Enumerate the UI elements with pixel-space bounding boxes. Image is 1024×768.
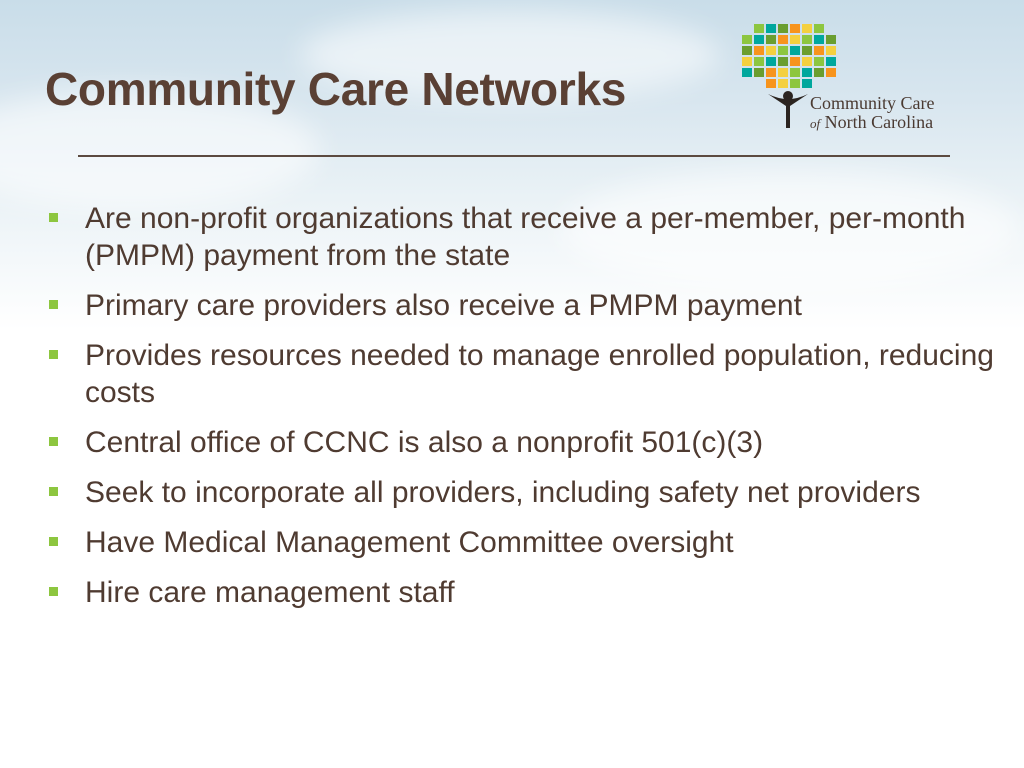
- bullet-text: Seek to incorporate all providers, including safety net providers: [85, 476, 921, 509]
- logo-tile: [778, 57, 788, 66]
- logo-line-2-of: of: [810, 116, 821, 131]
- logo-tile: [790, 79, 800, 88]
- logo-tile: [766, 57, 776, 66]
- logo-tile: [766, 35, 776, 44]
- square-bullet-icon: [49, 587, 58, 596]
- logo-tile: [790, 57, 800, 66]
- bullet-item: [46, 200, 996, 274]
- logo-tile: [754, 57, 764, 66]
- slide-title: Community Care Networks: [45, 63, 627, 115]
- square-bullet-icon: [49, 350, 58, 359]
- logo-tile: [754, 46, 764, 55]
- logo-tile: [778, 68, 788, 77]
- logo-tile: [826, 57, 836, 66]
- logo-tile: [814, 57, 824, 66]
- logo-tile: [802, 24, 812, 33]
- bullet-item: [46, 574, 996, 611]
- logo-tile: [754, 35, 764, 44]
- logo-wordmark: [810, 94, 935, 133]
- logo-tile: [742, 57, 752, 66]
- logo-tile: [790, 68, 800, 77]
- logo-tile: [814, 68, 824, 77]
- logo-tile: [766, 46, 776, 55]
- square-bullet-icon: [49, 537, 58, 546]
- logo-tile: [742, 35, 752, 44]
- square-bullet-icon: [49, 487, 58, 496]
- bullet-text: Are non-profit organizations that receive a per-member, per-month (PMPM) payment from the state: [85, 202, 966, 272]
- logo-tile: [802, 46, 812, 55]
- logo-tile: [790, 35, 800, 44]
- logo-tile: [814, 46, 824, 55]
- logo-tile: [802, 35, 812, 44]
- logo-line-2: [810, 113, 935, 133]
- logo-tile: [754, 68, 764, 77]
- logo-tile: [778, 35, 788, 44]
- title-divider: [78, 155, 950, 157]
- bullet-item: [46, 524, 996, 561]
- logo-tile: [742, 68, 752, 77]
- logo-tile: [778, 24, 788, 33]
- logo-line-1: Community Care: [810, 93, 935, 113]
- square-bullet-icon: [49, 213, 58, 222]
- logo-line-2-rest: North Carolina: [824, 112, 934, 132]
- square-bullet-icon: [49, 437, 58, 446]
- bullet-item: [46, 287, 996, 324]
- logo-tile: [826, 35, 836, 44]
- bullet-text: Central office of CCNC is also a nonprofit 501(c)(3): [85, 426, 764, 459]
- bullet-item: [46, 474, 996, 511]
- bullet-item: [46, 337, 996, 411]
- ccnc-logo: [728, 16, 958, 136]
- logo-tile: [790, 46, 800, 55]
- logo-tile: [742, 46, 752, 55]
- bullet-list: [46, 200, 996, 624]
- logo-tile: [790, 24, 800, 33]
- logo-tile: [814, 24, 824, 33]
- logo-tile: [766, 24, 776, 33]
- logo-tile: [766, 79, 776, 88]
- logo-tile: [754, 24, 764, 33]
- logo-tile: [802, 57, 812, 66]
- bullet-text: Primary care providers also receive a PMPM payment: [85, 289, 802, 322]
- logo-tile: [826, 46, 836, 55]
- logo-tile: [766, 68, 776, 77]
- bullet-text: Provides resources needed to manage enrolled population, reducing costs: [85, 339, 994, 409]
- logo-tile: [814, 35, 824, 44]
- logo-tile: [778, 46, 788, 55]
- logo-tile: [802, 79, 812, 88]
- bullet-text: Hire care management staff: [85, 576, 455, 609]
- bullet-item: [46, 424, 996, 461]
- bullet-text: Have Medical Management Committee oversight: [85, 526, 734, 559]
- square-bullet-icon: [49, 300, 58, 309]
- logo-tile: [778, 79, 788, 88]
- logo-tile: [826, 68, 836, 77]
- logo-tile: [802, 68, 812, 77]
